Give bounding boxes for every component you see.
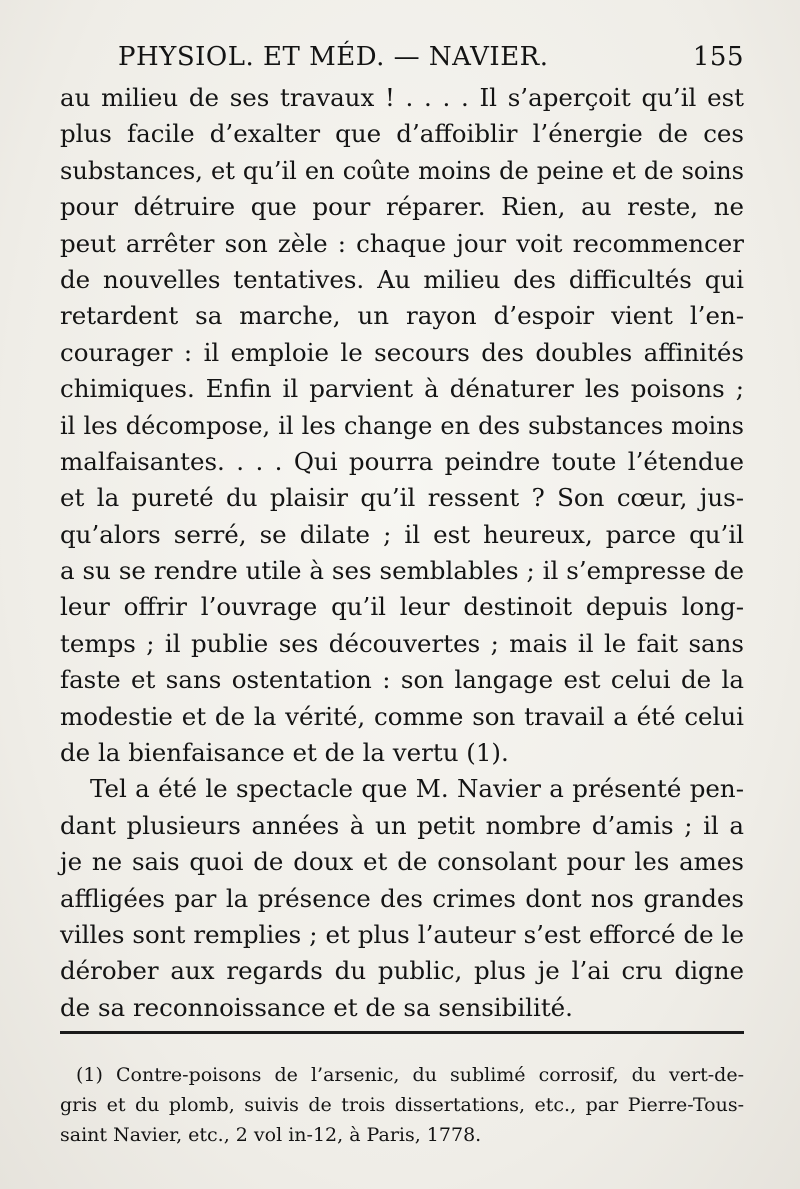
text-line: chimiques. Enfin il parvient à dénaturer les poisons ; <box>60 374 744 404</box>
text-line: substances, et qu’il en coûte moins de peine et de soins <box>60 156 744 185</box>
body-text <box>60 80 744 1026</box>
footnote-rule <box>60 1031 744 1034</box>
page-number: 155 <box>692 42 744 72</box>
paragraph-last-line: de sa reconnoissance et de sa sensibilité. <box>60 992 573 1022</box>
paragraph-last-line: de la bienfaisance et de la vertu (1). <box>60 738 509 768</box>
text-line: faste et sans ostentation : son langage est celui de la <box>60 665 744 695</box>
text-line: affligées par la présence des crimes dont nos grandes <box>60 883 744 913</box>
footnote-line: gris et du plomb, suivis de trois dissertations, etc., par Pierre-Tous- <box>60 1094 744 1116</box>
paragraph-first-line: Tel a été le spectacle que M. Navier a présenté pen- <box>90 774 744 804</box>
text-line: temps ; il publie ses découvertes ; mais il le fait sans <box>60 628 744 658</box>
footnote-line: saint Navier, etc., 2 vol in-12, à Paris, 1778. <box>60 1124 482 1146</box>
text-line: a su se rendre utile à ses semblables ; il s’empresse de <box>60 556 744 586</box>
running-head: PHYSIOL. ET MÉD. — NAVIER. <box>118 42 549 72</box>
text-line: dant plusieurs années à un petit nombre d’amis ; il a <box>60 810 744 840</box>
page-header <box>118 42 744 78</box>
text-line: modestie et de la vérité, comme son travail a été celui <box>60 701 744 731</box>
text-line: de nouvelles tentatives. Au milieu des difficultés qui <box>60 264 744 294</box>
text-line: peut arrêter son zèle : chaque jour voit recommencer <box>60 228 744 258</box>
text-line: dérober aux regards du public, plus je l’ai cru digne <box>60 956 744 986</box>
text-line: au milieu de ses travaux ! . . . . Il s’aperçoit qu’il est <box>60 83 744 112</box>
text-line: il les décompose, il les change en des substances moins <box>60 411 744 440</box>
text-line: pour détruire que pour réparer. Rien, au reste, ne <box>60 192 744 222</box>
text-line: plus facile d’exalter que d’affoiblir l’énergie de ces <box>60 119 744 149</box>
text-line: malfaisantes. . . . Qui pourra peindre toute l’étendue <box>60 446 744 476</box>
text-line: qu’alors serré, se dilate ; il est heureux, parce qu’il <box>60 519 744 549</box>
text-line: et la pureté du plaisir qu’il ressent ? Son cœur, jus- <box>60 483 744 513</box>
text-line: courager : il emploie le secours des doubles affinités <box>60 337 744 367</box>
footnotes <box>60 1060 744 1150</box>
footnote-line: (1) Contre-poisons de l’arsenic, du sublimé corrosif, du vert-de- <box>76 1064 744 1086</box>
text-line: villes sont remplies ; et plus l’auteur s’est efforcé de le <box>60 919 744 949</box>
text-line: je ne sais quoi de doux et de consolant pour les ames <box>60 847 744 877</box>
text-line: leur offrir l’ouvrage qu’il leur destinoit depuis long- <box>60 592 744 622</box>
text-line: retardent sa marche, un rayon d’espoir vient l’en- <box>60 301 744 331</box>
